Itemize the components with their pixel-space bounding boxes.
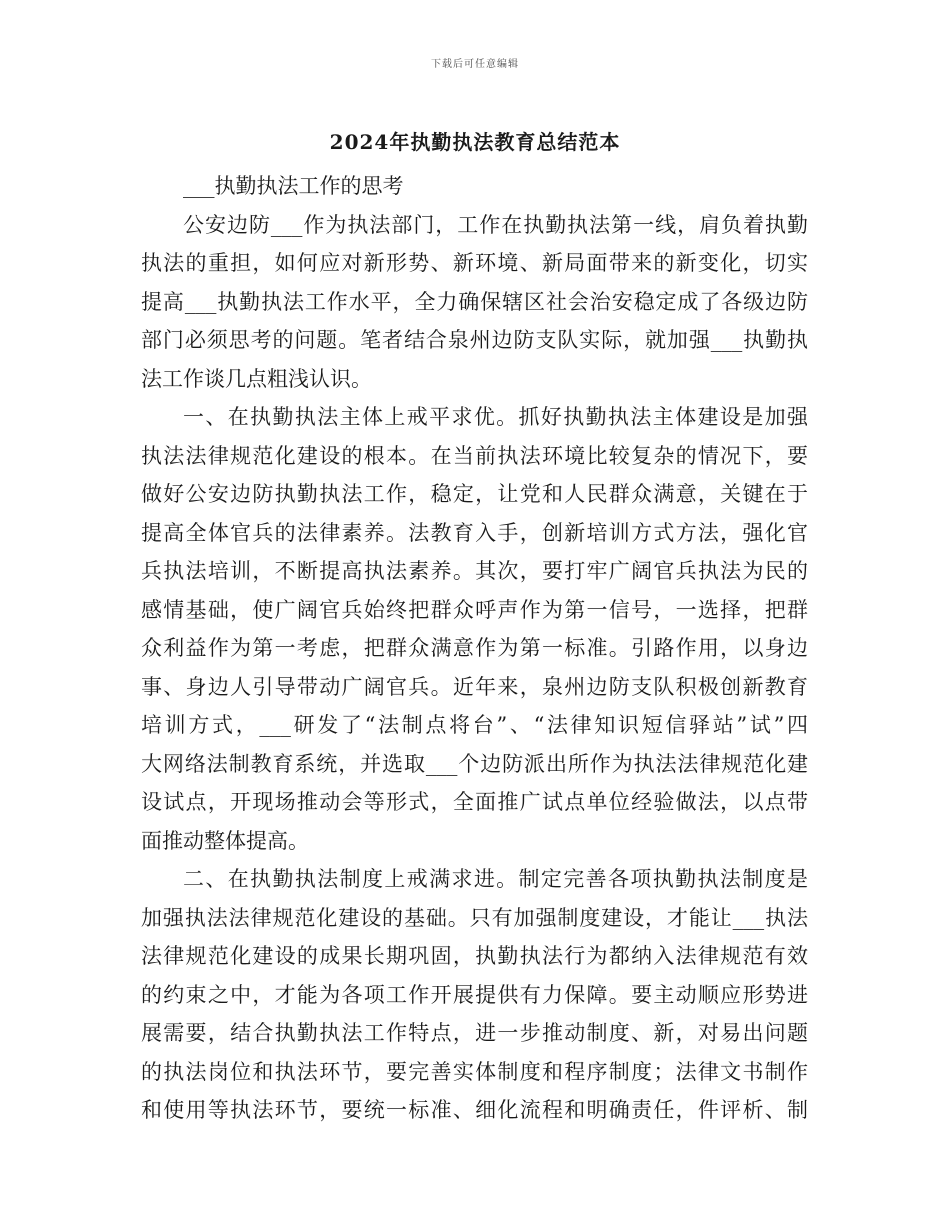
paragraph-line: 做好公安边防执勤执法工作，稳定，让党和人民群众满意，关键在于 [141, 482, 808, 506]
paragraph-line: 众利益作为第一考虑，把群众满意作为第一标准。引路作用，以身边 [141, 636, 808, 660]
paragraph-line: 的执法岗位和执法环节，要完善实体制度和程序制度；法律文书制作 [141, 1059, 808, 1084]
paragraph-line: 事、身边人引导带动广阔官兵。近年来，泉州边防支队积极创新教育 [141, 674, 808, 699]
paragraph-line: 加强执法法律规范化建设的基础。只有加强制度建设，才能让___执法 [141, 905, 808, 930]
paragraph-line: 大网络法制教育系统，并选取___个边防派出所作为执法法律规范化建 [141, 751, 808, 776]
paragraph-line: 提高全体官兵的法律素养。法教育入手，创新培训方式方法，强化官 [141, 520, 808, 545]
document-title: 2024年执勤执法教育总结范本 [329, 130, 621, 154]
paragraph-line: 一、在执勤执法主体上戒平求优。抓好执勤执法主体建设是加强 [183, 405, 808, 429]
paragraph-line: 展需要，结合执勤执法工作特点，进一步推动制度、新，对易出问题 [141, 1021, 808, 1045]
paragraph-line: 兵执法培训，不断提高执法素养。其次，要打牢广阔官兵执法为民的 [141, 559, 808, 583]
document-body [141, 167, 808, 1130]
header-note: 下载后可任意编辑 [431, 59, 519, 70]
paragraph-line: 的约束之中，才能为各项工作开展提供有力保障。要主动顺应形势进 [141, 982, 808, 1007]
paragraph-line: 感情基础，使广阔官兵始终把群众呼声作为第一信号，一选择，把群 [141, 597, 808, 622]
paragraph-line: 和使用等执法环节，要统一标准、细化流程和明确责任，件评析、制 [141, 1098, 808, 1122]
paragraph-line: 法工作谈几点粗浅认识。 [141, 366, 372, 391]
paragraph-line: ___执勤执法工作的思考 [183, 174, 404, 198]
paragraph-line: 法律规范化建设的成果长期巩固，执勤执法行为都纳入法律规范有效 [141, 944, 808, 968]
paragraph-line: 执法法律规范化建设的根本。在当前执法环境比较复杂的情况下，要 [141, 443, 808, 468]
paragraph-line: 培训方式，___研发了“法制点将台”、“法律知识短信驿站”试”四 [141, 713, 808, 737]
paragraph-line: 部门必须思考的问题。笔者结合泉州边防支队实际，就加强___执勤执 [141, 328, 808, 352]
paragraph-line: 提高___执勤执法工作水平，全力确保辖区社会治安稳定成了各级边防 [141, 289, 808, 314]
paragraph-line: 二、在执勤执法制度上戒满求进。制定完善各项执勤执法制度是 [183, 867, 808, 891]
paragraph-line: 执法的重担，如何应对新形势、新环境、新局面带来的新变化，切实 [141, 251, 808, 275]
paragraph-line: 设试点，开现场推动会等形式，全面推广试点单位经验做法，以点带 [141, 790, 808, 814]
paragraph-line: 公安边防___作为执法部门，工作在执勤执法第一线，肩负着执勤 [183, 212, 808, 237]
paragraph-line: 面推动整体提高。 [141, 828, 309, 853]
